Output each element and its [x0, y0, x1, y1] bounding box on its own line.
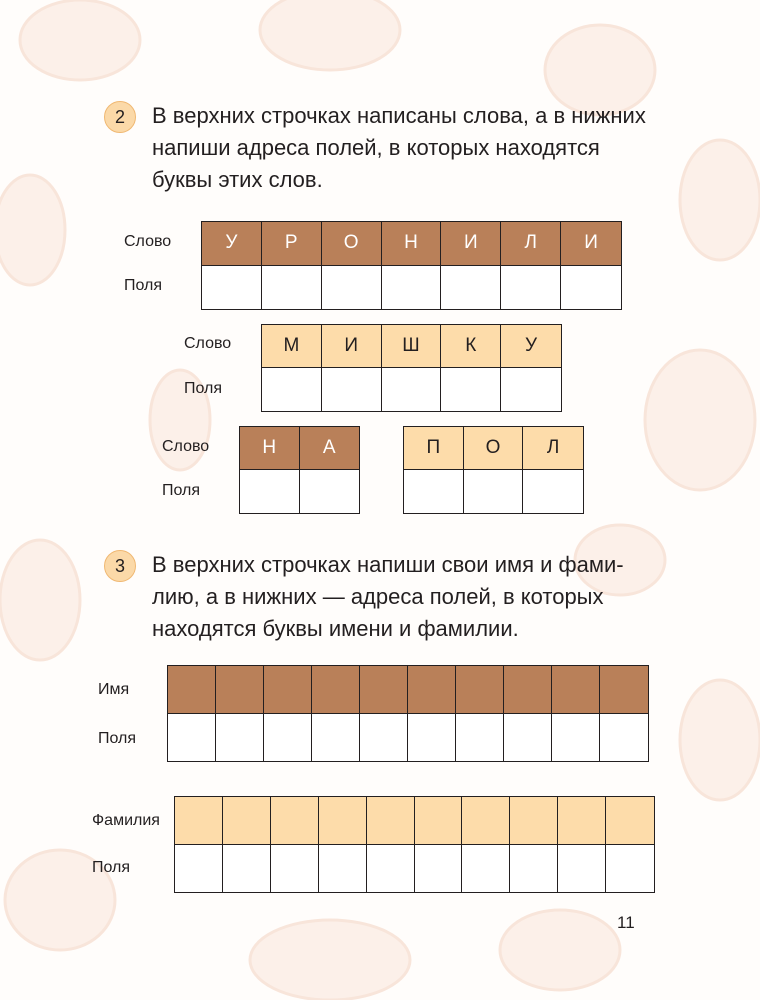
letter-cell[interactable]	[223, 797, 271, 845]
letter-cell[interactable]	[504, 666, 552, 714]
field-address-cell[interactable]	[441, 368, 501, 411]
letter-cell[interactable]	[552, 666, 600, 714]
letter-cell: Л	[501, 222, 561, 266]
field-address-cell[interactable]	[456, 714, 504, 762]
letter-cell[interactable]	[216, 666, 264, 714]
field-address-cell[interactable]	[501, 266, 561, 310]
word-grid-3	[239, 426, 360, 514]
letter-cell: И	[561, 222, 621, 266]
word-label-1: Слово	[124, 233, 172, 250]
letter-cell: О	[322, 222, 382, 266]
field-address-cell[interactable]	[271, 845, 319, 893]
field-address-cell[interactable]	[202, 266, 262, 310]
field-address-cell[interactable]	[501, 368, 561, 411]
letter-cell[interactable]	[510, 797, 558, 845]
page-number: 11	[617, 913, 635, 932]
task-2-line-1: В верхних строчках написаны слова, а в нижних	[152, 103, 646, 128]
task-3-number-badge: 3	[104, 550, 136, 582]
field-address-cell[interactable]	[382, 266, 442, 310]
field-address-cell[interactable]	[415, 845, 463, 893]
word-grid-2	[261, 324, 562, 412]
task-3-line-1: В верхних строчках напиши свои имя и фами-	[152, 552, 624, 577]
name-label: Имя	[98, 681, 130, 698]
task-2-number-badge: 2	[104, 101, 136, 133]
field-address-cell[interactable]	[600, 714, 648, 762]
letter-cell[interactable]	[606, 797, 654, 845]
word-grid-4	[403, 426, 584, 514]
letter-cell: П	[404, 427, 464, 470]
field-address-cell[interactable]	[523, 470, 583, 513]
letter-cell[interactable]	[600, 666, 648, 714]
field-address-cell[interactable]	[223, 845, 271, 893]
letter-cell[interactable]	[175, 797, 223, 845]
field-address-cell[interactable]	[561, 266, 621, 310]
fields-label-1: Поля	[124, 277, 163, 294]
surname-label: Фамилия	[92, 812, 160, 829]
field-address-cell[interactable]	[462, 845, 510, 893]
letter-cell: Л	[523, 427, 583, 470]
letter-cell: А	[300, 427, 360, 470]
letter-cell[interactable]	[558, 797, 606, 845]
surname-grid[interactable]	[174, 796, 655, 893]
letter-cell: И	[322, 325, 382, 368]
letter-cell: Р	[262, 222, 322, 266]
letter-cell[interactable]	[415, 797, 463, 845]
letter-cell[interactable]	[168, 666, 216, 714]
letter-cell: Н	[382, 222, 442, 266]
fields-label-2: Поля	[184, 380, 223, 397]
field-address-cell[interactable]	[510, 845, 558, 893]
letter-cell: О	[464, 427, 524, 470]
letter-cell[interactable]	[367, 797, 415, 845]
field-address-cell[interactable]	[558, 845, 606, 893]
field-address-cell[interactable]	[441, 266, 501, 310]
fields-label-3: Поля	[162, 482, 201, 499]
field-address-cell[interactable]	[216, 714, 264, 762]
field-address-cell[interactable]	[168, 714, 216, 762]
letter-cell[interactable]	[456, 666, 504, 714]
letter-cell[interactable]	[462, 797, 510, 845]
field-address-cell[interactable]	[322, 266, 382, 310]
field-address-cell[interactable]	[300, 470, 360, 513]
field-address-cell[interactable]	[240, 470, 300, 513]
field-address-cell[interactable]	[262, 266, 322, 310]
field-address-cell[interactable]	[408, 714, 456, 762]
field-address-cell[interactable]	[175, 845, 223, 893]
letter-cell: М	[262, 325, 322, 368]
letter-cell[interactable]	[312, 666, 360, 714]
word-grid-1	[201, 221, 622, 310]
field-address-cell[interactable]	[262, 368, 322, 411]
task-2-instruction	[152, 100, 646, 196]
letter-cell[interactable]	[264, 666, 312, 714]
field-address-cell[interactable]	[312, 714, 360, 762]
field-address-cell[interactable]	[464, 470, 524, 513]
field-address-cell[interactable]	[504, 714, 552, 762]
letter-cell: Ш	[382, 325, 442, 368]
letter-cell[interactable]	[319, 797, 367, 845]
letter-cell: И	[441, 222, 501, 266]
task-2-line-2: напиши адреса полей, в которых находятся	[152, 135, 600, 160]
letter-cell[interactable]	[360, 666, 408, 714]
letter-cell: Н	[240, 427, 300, 470]
name-grid[interactable]	[167, 665, 649, 762]
name-fields-label: Поля	[98, 730, 137, 747]
field-address-cell[interactable]	[367, 845, 415, 893]
letter-cell: К	[441, 325, 501, 368]
field-address-cell[interactable]	[322, 368, 382, 411]
field-address-cell[interactable]	[319, 845, 367, 893]
task-3-instruction	[152, 549, 624, 645]
surname-fields-label: Поля	[92, 859, 131, 876]
task-3-line-2: лию, а в нижних — адреса полей, в которых	[152, 584, 604, 609]
word-label-3: Слово	[162, 438, 210, 455]
letter-cell[interactable]	[408, 666, 456, 714]
letter-cell: У	[501, 325, 561, 368]
field-address-cell[interactable]	[606, 845, 654, 893]
task-3-line-3: находятся буквы имени и фамилии.	[152, 616, 519, 641]
field-address-cell[interactable]	[552, 714, 600, 762]
task-2-line-3: буквы этих слов.	[152, 167, 323, 192]
field-address-cell[interactable]	[404, 470, 464, 513]
field-address-cell[interactable]	[264, 714, 312, 762]
field-address-cell[interactable]	[360, 714, 408, 762]
letter-cell: У	[202, 222, 262, 266]
word-label-2: Слово	[184, 335, 232, 352]
field-address-cell[interactable]	[382, 368, 442, 411]
letter-cell[interactable]	[271, 797, 319, 845]
